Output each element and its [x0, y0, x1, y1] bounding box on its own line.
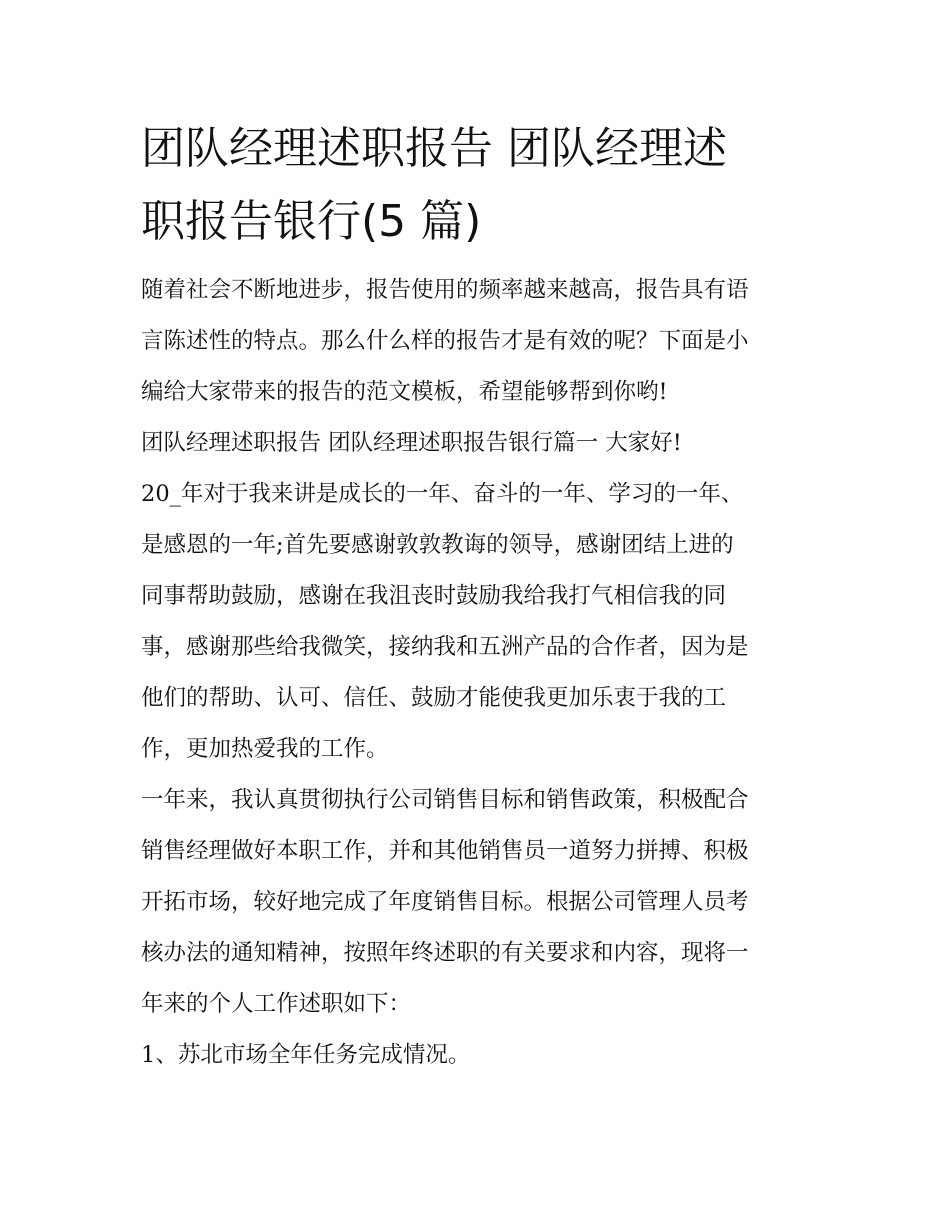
body-text-line: 事，感谢那些给我微笑，接纳我和五洲产品的合作者，因为是: [141, 634, 749, 660]
title-line: 职报告银行(5 篇): [141, 196, 482, 247]
body-text-line: 他们的帮助、认可、信任、鼓励才能使我更加乐衷于我的工: [141, 685, 727, 711]
body-text-line: 同事帮助鼓励，感谢在我沮丧时鼓励我给我打气相信我的同: [141, 583, 727, 609]
body-text-line: 言陈述性的特点。那么什么样的报告才是有效的呢？下面是小: [141, 328, 749, 354]
document-content: [141, 112, 816, 1081]
body-text-line: 团队经理述职报告 团队经理述职报告银行篇一 大家好!: [141, 430, 682, 456]
body-text-line: 年来的个人工作述职如下：: [141, 991, 412, 1017]
body-text-line: 是感恩的一年;首先要感谢敦敦教诲的领导，感谢团结上进的: [141, 532, 734, 558]
body-text-line: 随着社会不断地进步，报告使用的频率越来越高，报告具有语: [141, 277, 749, 303]
body-text-line: 开拓市场，较好地完成了年度销售目标。根据公司管理人员考: [141, 889, 749, 915]
body-text-line: 20_年对于我来讲是成长的一年、奋斗的一年、学习的一年、: [141, 481, 744, 507]
document-body: [141, 265, 816, 1081]
body-text-line: 销售经理做好本职工作，并和其他销售员一道努力拼搏、积极: [141, 838, 749, 864]
body-text-line: 核办法的通知精神，按照年终述职的有关要求和内容，现将一: [141, 940, 749, 966]
document-title: [141, 112, 816, 258]
body-text-line: 编给大家带来的报告的范文模板，希望能够帮到你哟!: [141, 379, 668, 405]
body-text-line: 作，更加热爱我的工作。: [141, 736, 389, 762]
body-text-line: 一年来，我认真贯彻执行公司销售目标和销售政策，积极配合: [141, 787, 749, 813]
body-text-line: 1、苏北市场全年任务完成情况。: [141, 1042, 471, 1068]
title-line: 团队经理述职报告 团队经理述: [141, 123, 727, 174]
